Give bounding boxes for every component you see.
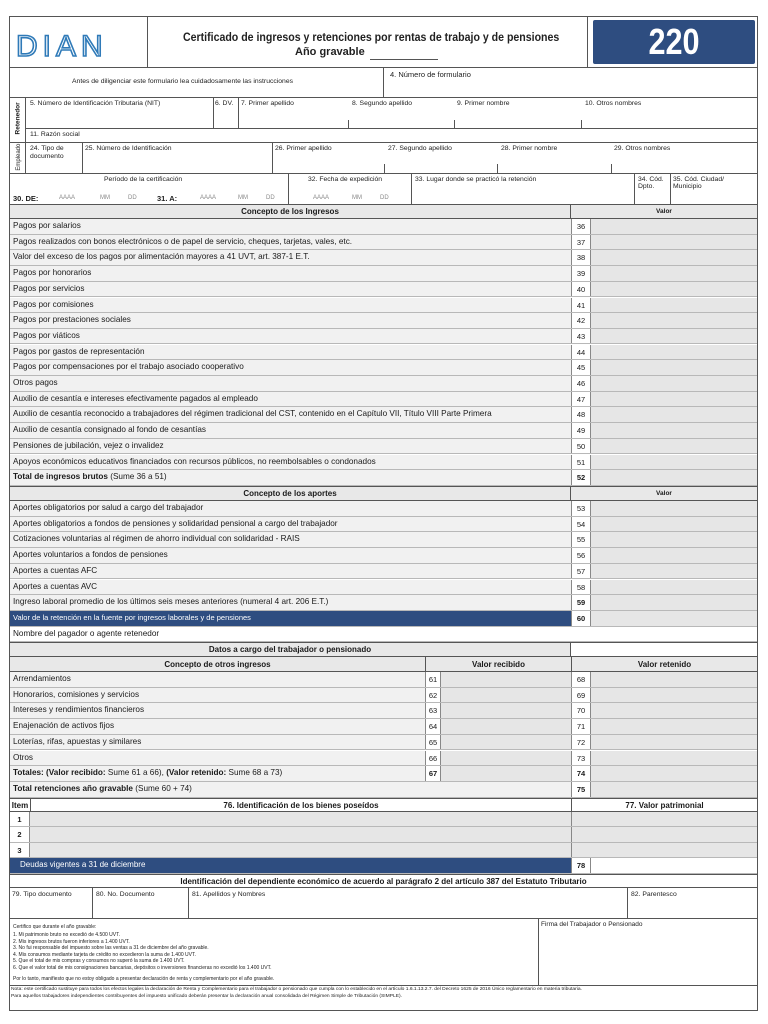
de-month: MM [100,195,110,201]
row-value-field[interactable] [591,532,757,547]
otros-ingresos-row [10,719,757,735]
datos-header-blank [570,643,757,656]
ingresos-row [10,392,757,408]
form-title: Certificado de ingresos y retenciones por rentas de trabajo y de pensiones [183,32,560,44]
ingresos-row [10,219,757,235]
row-label: Auxilio de cesantía consignado al fondo de cesantías [13,425,206,435]
nota-line1: Nota: este certificado sustituye para todos los efectos legales la declaración de Renta y Complementario para el trabajador o pensionado que cumpla con lo establecido en el artículo 1.6.1.13.2.7. del Decreto 1625 de 2016 Único reglamentario en materia tributaria. [11,987,582,992]
pagador-label: Nombre del pagador o agente retenedor [13,629,160,638]
row-number: 44 [571,345,591,360]
row-number: 52 [571,470,591,485]
row-label: Aportes voluntarios a fondos de pensiones [13,550,168,560]
otros-col-headers [10,657,757,672]
aportes-valor-header: Valor [570,487,757,500]
retenedor-primer-nombre: 9. Primer nombre [457,100,510,107]
totales-row [10,766,757,782]
row-label: Aportes a cuentas AFC [13,565,98,575]
dv-label: 6. DV. [215,100,234,107]
total-ret-rest: (Sume 60 + 74) [135,784,192,793]
form-number: 220 [648,21,700,62]
year-label: Año gravable [295,46,365,58]
periodo-de: 30. DE: [13,194,39,203]
row-value-field[interactable] [591,345,757,360]
certifico-item: 5. Que el total de mis compras y consumos no superó la suma de 1.400 UVT. [13,958,185,965]
ingresos-row [10,266,757,282]
totales-c: (Valor retenido: [166,768,227,777]
row-label: Cotizaciones voluntarias al régimen de ahorro individual con solidaridad - RAIS [13,534,300,544]
total-ret-value[interactable] [591,782,757,797]
retencion-row [10,611,757,627]
aportes-row [10,517,757,533]
svg-text:DIAN: DIAN [16,30,108,61]
periodo-a: 31. A: [157,194,178,203]
row-label: Pagos por salarios [13,221,81,230]
otros-ingresos-row [10,672,757,688]
ingresos-row [10,439,757,455]
totales-num2: 74 [571,766,591,781]
dep-parentesco: 82. Parentesco [631,891,677,898]
aportes-row [10,595,757,611]
row-number: 53 [571,501,591,516]
valor-retenido-header: Valor retenido [571,657,757,671]
retenedor-segundo-apellido: 8. Segundo apellido [352,100,413,107]
datos-header [10,642,757,657]
row-number-retenido: 70 [571,703,591,718]
row-label: Pagos por comisiones [13,299,94,309]
bienes-row [10,812,757,827]
row-number: 40 [571,282,591,297]
bien-valor-field[interactable] [571,812,757,826]
deudas-row [10,858,757,874]
row-number: 50 [571,439,591,454]
aportes-row [10,501,757,517]
tipo-doc-label-1: 24. Tipo de [30,145,64,152]
ingresos-row [10,282,757,298]
valor-recibido-field[interactable] [441,735,571,750]
ingresos-row [10,423,757,439]
certifico-item: 6. Que el valor total de mis consignaciones bancarias, depósitos o inversiones financieras no excedió los 1.400 UVT. [13,964,272,971]
row-label: Auxilio de cesantía e intereses efectivamente pagados al empleado [13,393,258,403]
row-label: Otros [13,752,34,762]
ingresos-row [10,455,757,471]
item-number: 1 [10,812,30,826]
datos-header-text: Datos a cargo del trabajador o pensionado [208,645,372,654]
row-number-retenido: 72 [571,735,591,750]
item-header: Item [11,801,29,810]
tipo-doc-label-2: documento [30,153,64,160]
row-number: 45 [571,360,591,375]
row-number: 49 [571,423,591,438]
row-number: 38 [571,250,591,265]
bien-valor-field[interactable] [571,827,757,841]
row-value-field[interactable] [591,266,757,281]
valor-retenido-field[interactable] [591,719,757,734]
row-number-recibido: 66 [425,751,441,766]
row-label: Apoyos económicos educativos financiados con recursos públicos, no reembolsables o condonados [13,456,376,466]
dep-tipo-doc: 79. Tipo documento [12,891,72,898]
pagador-row [10,627,757,642]
row-value-field[interactable] [591,250,757,265]
ingresos-row [10,407,757,423]
row-label: Aportes a cuentas AVC [13,581,98,591]
row-value-field[interactable] [591,360,757,375]
cod-ciudad-2: Municipio [673,183,702,190]
cod-dpto-2: Dpto. [638,183,655,190]
row-label: Pagos por honorarios [13,268,92,278]
otros-ingresos-row [10,751,757,767]
certifico-list [13,932,271,972]
lugar-label: 33. Lugar donde se practicó la retención [415,176,537,183]
row-label: Pagos por viáticos [13,330,80,340]
ingresos-row [10,376,757,392]
ingresos-header [10,204,757,219]
otros-ingresos-row [10,703,757,719]
valor-recibido-field[interactable] [441,688,571,703]
valor-retenido-field[interactable] [591,735,757,750]
firma-label: Firma del Trabajador o Pensionado [541,921,643,928]
row-value-field[interactable] [591,282,757,297]
exp-month: MM [352,195,362,201]
row-value-field[interactable] [591,564,757,579]
row-value-field[interactable] [591,219,757,234]
totales-valor-retenido[interactable] [591,766,757,781]
bien-valor-field[interactable] [571,843,757,857]
valor-recibido-field[interactable] [441,719,571,734]
valor-recibido-field[interactable] [441,703,571,718]
certifico-intro: Certifico que durante el año gravable: [13,924,97,930]
ingresos-row [10,345,757,361]
aportes-row [10,532,757,548]
totales-a: Totales: (Valor recibido: [13,768,106,777]
row-label: Pagos realizados con bonos electrónicos o de papel de servicio, cheques, tarjetas, vales, etc. [13,236,353,246]
deudas-label: Deudas vigentes a 31 de diciembre [20,860,146,869]
dependiente-header-text: Identificación del dependiente económico de acuerdo al parágrafo 2 del artículo 387 del Estatuto Tributario [180,877,587,886]
empleado-primer-apellido: 26. Primer apellido [275,145,332,152]
exp-year: AAAA [313,195,330,201]
form-number-label: 4. Número de formulario [390,70,471,79]
valor-recibido-field[interactable] [441,672,571,687]
valor-retenido-field[interactable] [591,672,757,687]
otros-concepto-header: Concepto de otros ingresos [164,660,271,669]
row-label: Otros pagos [13,378,58,387]
ingresos-valor-header: Valor [570,205,757,218]
valor-retenido-field[interactable] [591,688,757,703]
bien-identificacion-field[interactable] [30,812,571,826]
retenedor-otros-nombres: 10. Otros nombres [585,100,642,107]
deudas-num: 78 [571,858,591,873]
retencion-label: Valor de la retención en la fuente por ingresos laborales y de pensiones [13,613,251,622]
row-number-recibido: 61 [425,672,441,687]
row-number: 57 [571,564,591,579]
row-label: Ingreso laboral promedio de los últimos seis meses anteriores (numeral 4 art. 206 E.T.) [13,597,329,607]
ingresos-row [10,360,757,376]
bienes-header [10,798,757,812]
row-value-field[interactable] [591,595,757,610]
certifico-por-tanto: Por lo tanto, manifiesto que no estoy obligado a presentar declaración de renta y complementario por el año gravable. [13,976,275,982]
row-label [13,472,167,481]
row-number: 46 [571,376,591,391]
dep-nombres: 81. Apellidos y Nombres [192,891,266,898]
row-number-retenido: 69 [571,688,591,703]
a-month: MM [238,195,248,201]
dian-logo-mark [14,23,142,61]
row-label: Valor del exceso de los pagos por alimentación mayores a 41 UVT, art. 387-1 E.T. [13,252,310,262]
row-number: 36 [571,219,591,234]
row-number-retenido: 73 [571,751,591,766]
de-year: AAAA [59,195,76,201]
row-number: 59 [571,595,591,610]
valor-retenido-field[interactable] [591,751,757,766]
certificate-form [9,16,758,1011]
razon-social-label: 11. Razón social [30,131,80,138]
retenedor-primer-apellido: 7. Primer apellido [241,100,294,107]
row-label: Aportes obligatorios a fondos de pensiones y solidaridad pensional a cargo del trabajador [13,518,338,528]
totales-label [13,768,282,777]
retenedor-side-label: Retenedor [14,102,22,135]
ingresos-row [10,329,757,345]
de-day: DD [128,195,137,201]
dian-logo [14,23,142,61]
row-number-retenido: 71 [571,719,591,734]
bienes-ident-header: 76. Identificación de los bienes poseídos [30,799,571,811]
row-value-field[interactable] [591,407,757,422]
row-value-field[interactable] [591,329,757,344]
ingresos-row [10,250,757,266]
cod-dpto-1: 34. Cód. [638,176,664,183]
row-label: Arrendamientos [13,674,71,683]
empleado-otros-nombres: 29. Otros nombres [614,145,671,152]
totales-num1: 67 [425,766,441,781]
row-number: 47 [571,392,591,407]
empleado-num-id: 25. Número de Identificación [85,145,172,152]
row-number: 43 [571,329,591,344]
row-label: Intereses y rendimientos financieros [13,705,145,715]
otros-ingresos-row [10,688,757,704]
fecha-expedicion-label: 32. Fecha de expedición [308,176,383,183]
total-retenciones-row [10,782,757,798]
retencion-num: 60 [571,611,591,626]
row-number: 55 [571,532,591,547]
row-label: Pagos por compensaciones por el trabajo asociado cooperativo [13,362,244,372]
row-value-field[interactable] [591,470,757,485]
row-value-field[interactable] [591,548,757,563]
empleado-segundo-apellido: 27. Segundo apellido [388,145,452,152]
total-ret-num: 75 [571,782,591,797]
total-ingresos-rest: (Sume 36 a 51) [110,472,167,482]
empleado-side-label: Empleado [15,143,22,171]
row-label: Pagos por servicios [13,283,85,293]
totales-d: Sume 68 a 73) [226,768,283,777]
row-value-field[interactable] [591,455,757,470]
row-value-field[interactable] [591,501,757,516]
row-value-field[interactable] [591,313,757,328]
exp-day: DD [380,195,389,201]
aportes-row [10,548,757,564]
row-number: 51 [571,455,591,470]
row-number: 39 [571,266,591,281]
bien-identificacion-field[interactable] [30,843,571,857]
valor-recibido-header: Valor recibido [425,657,571,671]
empleado-primer-nombre: 28. Primer nombre [501,145,558,152]
row-number: 56 [571,548,591,563]
item-number: 2 [10,827,30,841]
row-label: Pagos por prestaciones sociales [13,315,131,325]
row-number-retenido: 68 [571,672,591,687]
periodo-label: Período de la certificación [104,176,183,183]
row-label: Loterías, rifas, apuestas y similares [13,736,142,746]
row-label: Enajenación de activos fijos [13,721,115,731]
row-number-recibido: 64 [425,719,441,734]
row-value-field[interactable] [591,376,757,391]
row-number: 37 [571,235,591,250]
dependiente-header [10,874,757,888]
valor-retenido-field[interactable] [591,703,757,718]
bienes-row [10,827,757,842]
row-number: 58 [571,580,591,595]
ingresos-row [10,235,757,251]
bienes-valor-header: 77. Valor patrimonial [571,799,757,811]
totales-b: Sume 61 a 66), [105,768,167,777]
cod-ciudad-1: 35. Cód. Ciudad/ [673,176,725,183]
dependiente-row [10,888,757,919]
row-number-recibido: 63 [425,703,441,718]
nit-label: 5. Número de Identificación Tributaria (NIT) [30,100,161,107]
row-number: 48 [571,407,591,422]
a-year: AAAA [200,195,217,201]
retencion-value[interactable] [591,611,757,626]
item-number: 3 [10,843,30,857]
row-label: Aportes obligatorios por salud a cargo del trabajador [13,503,204,512]
row-value-field[interactable] [591,392,757,407]
total-ret-bold: Total retenciones año gravable [13,784,133,793]
deudas-value[interactable] [591,858,757,873]
row-label: Auxilio de cesantía reconocido a trabajadores del régimen tradicional del CST, contenido en el Capítulo VII, Título VIII Parte Primera [13,409,492,419]
certifico-item: 2. Mis ingresos brutos fueron inferiores a 1.400 UVT. [13,938,130,945]
total-ingresos-row [10,470,757,486]
row-label: Pagos por gastos de representación [13,346,145,356]
row-value-field[interactable] [591,439,757,454]
row-label: Honorarios, comisiones y servicios [13,689,140,699]
nota-line2: Para aquellos trabajadores independientes contribuyentes del impuesto unificado deberán presentar la declaración anual consolidada del Régimen Simple de Tributación (SIMPLE). [11,994,402,999]
row-number-recibido: 62 [425,688,441,703]
row-value-field[interactable] [591,235,757,250]
ingresos-header-text: Concepto de los Ingresos [241,207,339,216]
row-value-field[interactable] [591,423,757,438]
total-ingresos-bold: Total de ingresos brutos [13,472,108,482]
aportes-row [10,580,757,596]
dep-no-doc: 80. No. Documento [96,891,155,898]
row-value-field[interactable] [591,580,757,595]
certifico-item: 3. No fui responsable del impuesto sobre las ventas a 31 de diciembre del año gravable. [13,945,209,952]
bienes-row [10,843,757,858]
ingresos-row [10,313,757,329]
row-number: 42 [571,313,591,328]
certifico-item: 4. Mis consumos mediante tarjeta de crédito no excedieron la suma de 1.400 UVT. [13,951,196,958]
instructions-text: Antes de diligenciar este formulario lea cuidadosamente las instrucciones [72,78,294,85]
aportes-row [10,564,757,580]
row-number-recibido: 65 [425,735,441,750]
certifico-item: 1. Mi patrimonio bruto no excedió de 4.500 UVT. [13,932,121,938]
aportes-header-text: Concepto de los aportes [243,489,337,498]
form-number-badge [593,20,755,64]
row-value-field[interactable] [591,298,757,313]
ingresos-row [10,298,757,314]
row-number: 54 [571,517,591,532]
row-value-field[interactable] [591,517,757,532]
aportes-header [10,486,757,501]
bien-identificacion-field[interactable] [30,827,571,841]
row-label: Pensiones de jubilación, vejez o invalidez [13,440,164,450]
row-number: 41 [571,298,591,313]
otros-ingresos-row [10,735,757,751]
total-ret-label [13,784,192,793]
valor-recibido-field[interactable] [441,751,571,766]
totales-valor-recibido[interactable] [441,766,571,781]
a-day: DD [266,195,275,201]
